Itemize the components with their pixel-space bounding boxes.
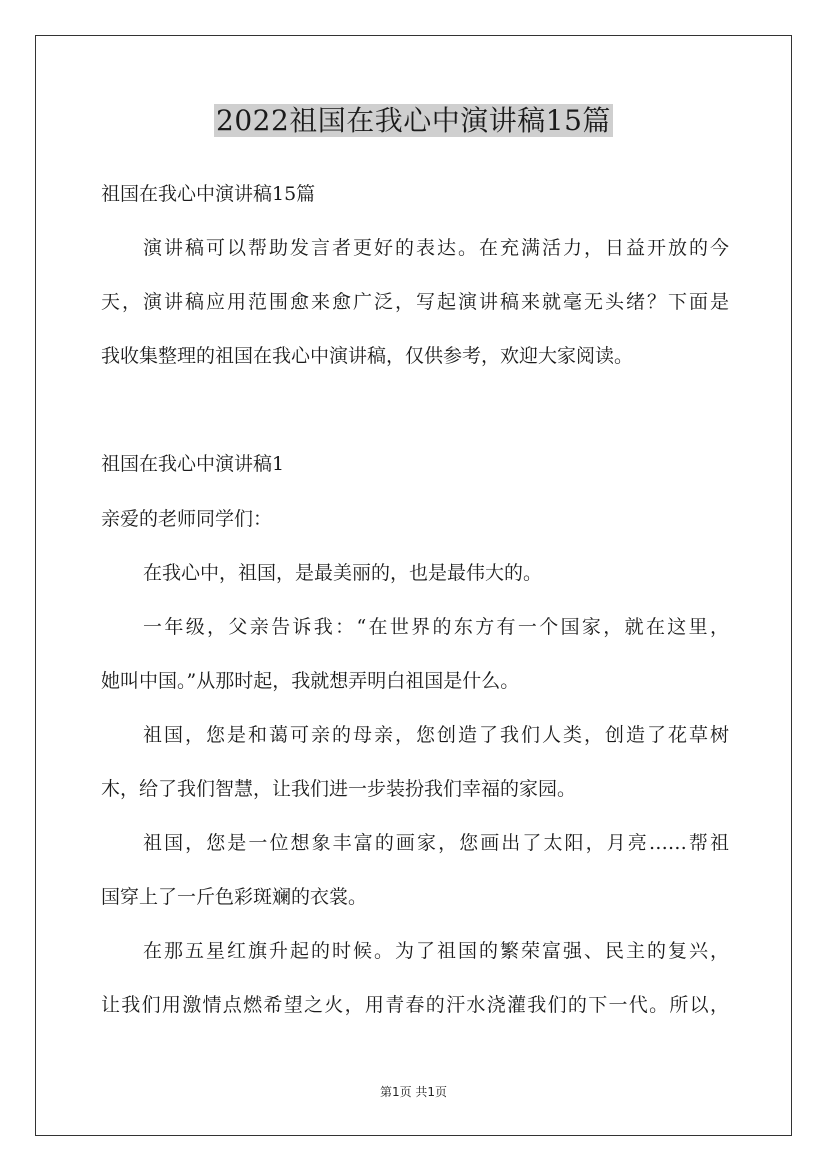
paragraph-4-line-2: 国穿上了一斤色彩斑斓的衣裳。 xyxy=(101,886,368,908)
document-title-text: 2022祖国在我心中演讲稿15篇 xyxy=(216,104,611,137)
paragraph-2-line-1: 一年级，父亲告诉我：“在世界的东方有一个国家，就在这里， xyxy=(143,616,729,638)
paragraph-2-line-2: 她叫中国。”从那时起，我就想弄明白祖国是什么。 xyxy=(101,670,520,692)
intro-line-2: 天，演讲稿应用范围愈来愈广泛，写起演讲稿来就毫无头绪？下面是 xyxy=(101,291,729,313)
page-number: 第1页 共1页 xyxy=(379,1085,448,1099)
intro-line-1: 演讲稿可以帮助发言者更好的表达。在充满活力，日益开放的今 xyxy=(143,237,729,259)
intro-line-3: 我收集整理的祖国在我心中演讲稿，仅供参考，欢迎大家阅读。 xyxy=(101,345,634,367)
subtitle: 祖国在我心中演讲稿15篇 xyxy=(101,183,316,205)
paragraph-5-line-2: 让我们用激情点燃希望之火，用青春的汗水浇灌我们的下一代。所以， xyxy=(101,994,729,1016)
paragraph-3-line-2: 木，给了我们智慧，让我们进一步装扮我们幸福的家园。 xyxy=(101,778,577,800)
section-heading: 祖国在我心中演讲稿1 xyxy=(101,453,285,475)
paragraph-4-line-1: 祖国，您是一位想象丰富的画家，您画出了太阳，月亮……帮祖 xyxy=(143,832,729,854)
paragraph-5-line-1: 在那五星红旗升起的时候。为了祖国的繁荣富强、民主的复兴， xyxy=(143,940,729,962)
salutation: 亲爱的老师同学们： xyxy=(101,508,273,530)
document-title xyxy=(0,100,827,142)
paragraph-1-line-1: 在我心中，祖国，是最美丽的，也是最伟大的。 xyxy=(143,562,543,584)
page-footer xyxy=(0,1083,827,1100)
paragraph-3-line-1: 祖国，您是和蔼可亲的母亲，您创造了我们人类，创造了花草树 xyxy=(143,724,729,746)
